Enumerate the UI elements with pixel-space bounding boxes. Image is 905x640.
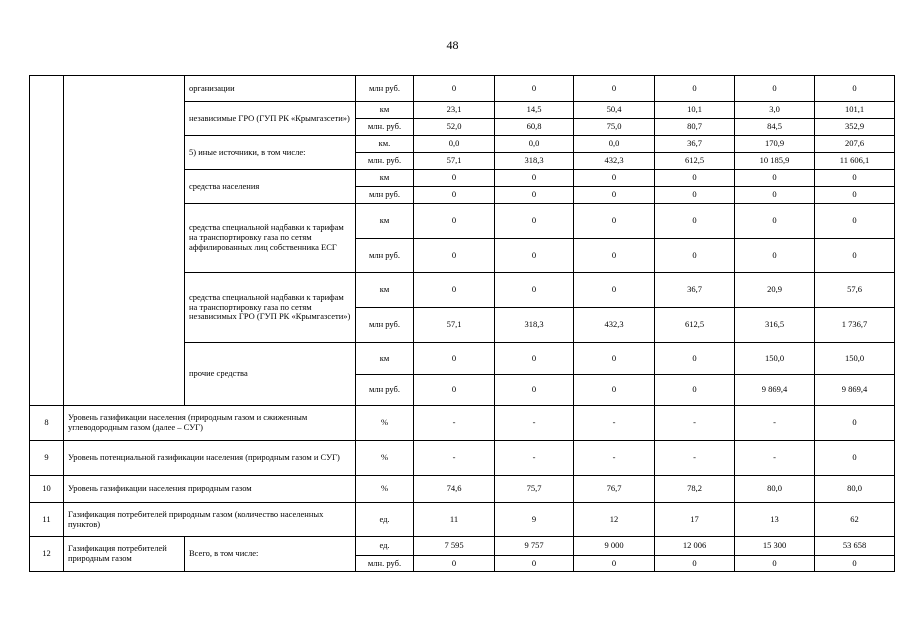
value-cell: 0,0 — [574, 136, 655, 153]
unit-cell: ед. — [356, 503, 414, 537]
value-cell: 612,5 — [655, 153, 735, 170]
value-cell: 9 869,4 — [735, 375, 815, 406]
value-cell: 0 — [815, 239, 895, 273]
value-cell: 0 — [495, 170, 574, 187]
value-cell: 0 — [815, 187, 895, 204]
value-cell: 0 — [574, 375, 655, 406]
value-cell: 101,1 — [815, 102, 895, 119]
value-cell: 0 — [735, 170, 815, 187]
unit-cell: % — [356, 406, 414, 441]
row-label: независимые ГРО (ГУП РК «Крымгазсети») — [185, 102, 356, 136]
value-cell: 0 — [655, 204, 735, 239]
value-cell: 0 — [655, 76, 735, 102]
value-cell: 0 — [414, 375, 495, 406]
value-cell: - — [655, 406, 735, 441]
value-cell: 0 — [655, 343, 735, 375]
value-cell: 0 — [735, 76, 815, 102]
unit-cell: км — [356, 343, 414, 375]
value-cell: 80,7 — [655, 119, 735, 136]
table-row — [30, 76, 895, 102]
value-cell: 0 — [495, 239, 574, 273]
unit-cell: км — [356, 204, 414, 239]
value-cell: 80,0 — [735, 476, 815, 503]
value-cell: 57,1 — [414, 153, 495, 170]
unit-cell: млн руб. — [356, 308, 414, 343]
value-cell: 78,2 — [655, 476, 735, 503]
value-cell: 0,0 — [495, 136, 574, 153]
row-number: 8 — [30, 406, 64, 441]
row-label: прочие средства — [185, 343, 356, 406]
value-cell: 0 — [414, 343, 495, 375]
row-label: Газификация потребителей природным газом (количество населенных пунктов) — [64, 503, 356, 537]
value-cell: 36,7 — [655, 273, 735, 308]
value-cell: 3,0 — [735, 102, 815, 119]
value-cell: 0 — [495, 204, 574, 239]
unit-cell: км — [356, 170, 414, 187]
value-cell: 0 — [815, 170, 895, 187]
value-cell: 57,6 — [815, 273, 895, 308]
table-row — [30, 503, 895, 537]
page-number: 48 — [446, 38, 459, 52]
table-row — [30, 537, 895, 556]
value-cell: 0 — [574, 343, 655, 375]
value-cell: 0 — [574, 556, 655, 572]
unit-cell: км — [356, 102, 414, 119]
value-cell: 17 — [655, 503, 735, 537]
row-label: Уровень газификации населения природным газом — [64, 476, 356, 503]
value-cell: 0 — [414, 239, 495, 273]
value-cell: - — [735, 406, 815, 441]
value-cell: 0 — [495, 343, 574, 375]
value-cell: 9 869,4 — [815, 375, 895, 406]
value-cell: 150,0 — [815, 343, 895, 375]
unit-cell: % — [356, 441, 414, 476]
unit-cell: ед. — [356, 537, 414, 556]
row-number: 9 — [30, 441, 64, 476]
row-number: 10 — [30, 476, 64, 503]
unit-cell: км. — [356, 136, 414, 153]
value-cell: 0 — [815, 441, 895, 476]
row-label: 5) иные источники, в том числе: — [185, 136, 356, 170]
value-cell: 207,6 — [815, 136, 895, 153]
value-cell: - — [574, 406, 655, 441]
value-cell: 170,9 — [735, 136, 815, 153]
value-cell: 432,3 — [574, 153, 655, 170]
value-cell: 316,5 — [735, 308, 815, 343]
value-cell: 76,7 — [574, 476, 655, 503]
value-cell: 0 — [495, 187, 574, 204]
value-cell: 0 — [815, 556, 895, 572]
value-cell: 10 185,9 — [735, 153, 815, 170]
value-cell: 1 736,7 — [815, 308, 895, 343]
value-cell: 0 — [735, 556, 815, 572]
num-cell — [30, 76, 64, 406]
unit-cell: млн руб. — [356, 187, 414, 204]
value-cell: 15 300 — [735, 537, 815, 556]
value-cell: 0 — [655, 375, 735, 406]
value-cell: 0 — [735, 187, 815, 204]
value-cell: 0 — [414, 273, 495, 308]
value-cell: 9 — [495, 503, 574, 537]
unit-cell: млн. руб. — [356, 556, 414, 572]
value-cell: 0 — [815, 406, 895, 441]
value-cell: 14,5 — [495, 102, 574, 119]
value-cell: 0 — [574, 170, 655, 187]
value-cell: - — [655, 441, 735, 476]
table-row — [30, 441, 895, 476]
value-cell: 50,4 — [574, 102, 655, 119]
value-cell: 0 — [495, 375, 574, 406]
value-cell: 23,1 — [414, 102, 495, 119]
value-cell: - — [495, 441, 574, 476]
unit-cell: млн руб. — [356, 76, 414, 102]
value-cell: 0 — [815, 204, 895, 239]
value-cell: - — [574, 441, 655, 476]
value-cell: 0 — [815, 76, 895, 102]
unit-cell: % — [356, 476, 414, 503]
value-cell: 352,9 — [815, 119, 895, 136]
value-cell: 0 — [495, 273, 574, 308]
value-cell: 0 — [414, 556, 495, 572]
row-sublabel: Всего, в том числе: — [185, 537, 356, 572]
value-cell: 53 658 — [815, 537, 895, 556]
value-cell: 75,7 — [495, 476, 574, 503]
table-row — [30, 476, 895, 503]
value-cell: 0 — [655, 239, 735, 273]
value-cell: 0 — [574, 273, 655, 308]
value-cell: 74,6 — [414, 476, 495, 503]
value-cell: 13 — [735, 503, 815, 537]
row-label: средства специальной надбавки к тарифам на транспортировку газа по сетям аффилированных лиц собственника ЕСГ — [185, 204, 356, 273]
value-cell: 0 — [414, 170, 495, 187]
unit-cell: млн руб. — [356, 239, 414, 273]
value-cell: 52,0 — [414, 119, 495, 136]
value-cell: - — [414, 406, 495, 441]
value-cell: 0 — [414, 76, 495, 102]
row-label: средства специальной надбавки к тарифам на транспортировку газа по сетям независимых ГРО (ГУП РК «Крымгазсети») — [185, 273, 356, 343]
value-cell: 84,5 — [735, 119, 815, 136]
value-cell: 0 — [414, 187, 495, 204]
value-cell: 0 — [574, 187, 655, 204]
value-cell: 0,0 — [414, 136, 495, 153]
group-cell — [64, 76, 185, 406]
value-cell: 0 — [574, 239, 655, 273]
row-label: средства населения — [185, 170, 356, 204]
value-cell: 36,7 — [655, 136, 735, 153]
value-cell: 318,3 — [495, 153, 574, 170]
unit-cell: млн. руб. — [356, 153, 414, 170]
row-number: 11 — [30, 503, 64, 537]
value-cell: 612,5 — [655, 308, 735, 343]
value-cell: 57,1 — [414, 308, 495, 343]
value-cell: 9 000 — [574, 537, 655, 556]
value-cell: 80,0 — [815, 476, 895, 503]
value-cell: 150,0 — [735, 343, 815, 375]
value-cell: 11 606,1 — [815, 153, 895, 170]
value-cell: 0 — [655, 187, 735, 204]
row-label: Уровень потенциальной газификации населения (природным газом и СУГ) — [64, 441, 356, 476]
row-label: организации — [185, 76, 356, 102]
data-table — [29, 75, 895, 572]
value-cell: 0 — [495, 76, 574, 102]
value-cell: 20,9 — [735, 273, 815, 308]
value-cell: - — [414, 441, 495, 476]
value-cell: 0 — [574, 204, 655, 239]
value-cell: - — [495, 406, 574, 441]
value-cell: 318,3 — [495, 308, 574, 343]
table-row — [30, 406, 895, 441]
value-cell: 62 — [815, 503, 895, 537]
value-cell: 0 — [414, 204, 495, 239]
unit-cell: млн. руб. — [356, 119, 414, 136]
value-cell: 9 757 — [495, 537, 574, 556]
row-number: 12 — [30, 537, 64, 572]
value-cell: 11 — [414, 503, 495, 537]
row-label: Газификация потребителей природным газом — [64, 537, 185, 572]
value-cell: 75,0 — [574, 119, 655, 136]
value-cell: 10,1 — [655, 102, 735, 119]
value-cell: 60,8 — [495, 119, 574, 136]
value-cell: 0 — [735, 239, 815, 273]
value-cell: 12 — [574, 503, 655, 537]
value-cell: 0 — [495, 556, 574, 572]
value-cell: 0 — [574, 76, 655, 102]
row-label: Уровень газификации населения (природным газом и сжиженным углеводородным газом (далее – СУГ) — [64, 406, 356, 441]
unit-cell: млн руб. — [356, 375, 414, 406]
value-cell: 0 — [655, 170, 735, 187]
value-cell: 0 — [735, 204, 815, 239]
unit-cell: км — [356, 273, 414, 308]
value-cell: 432,3 — [574, 308, 655, 343]
value-cell: 12 006 — [655, 537, 735, 556]
value-cell: - — [735, 441, 815, 476]
value-cell: 0 — [655, 556, 735, 572]
value-cell: 7 595 — [414, 537, 495, 556]
